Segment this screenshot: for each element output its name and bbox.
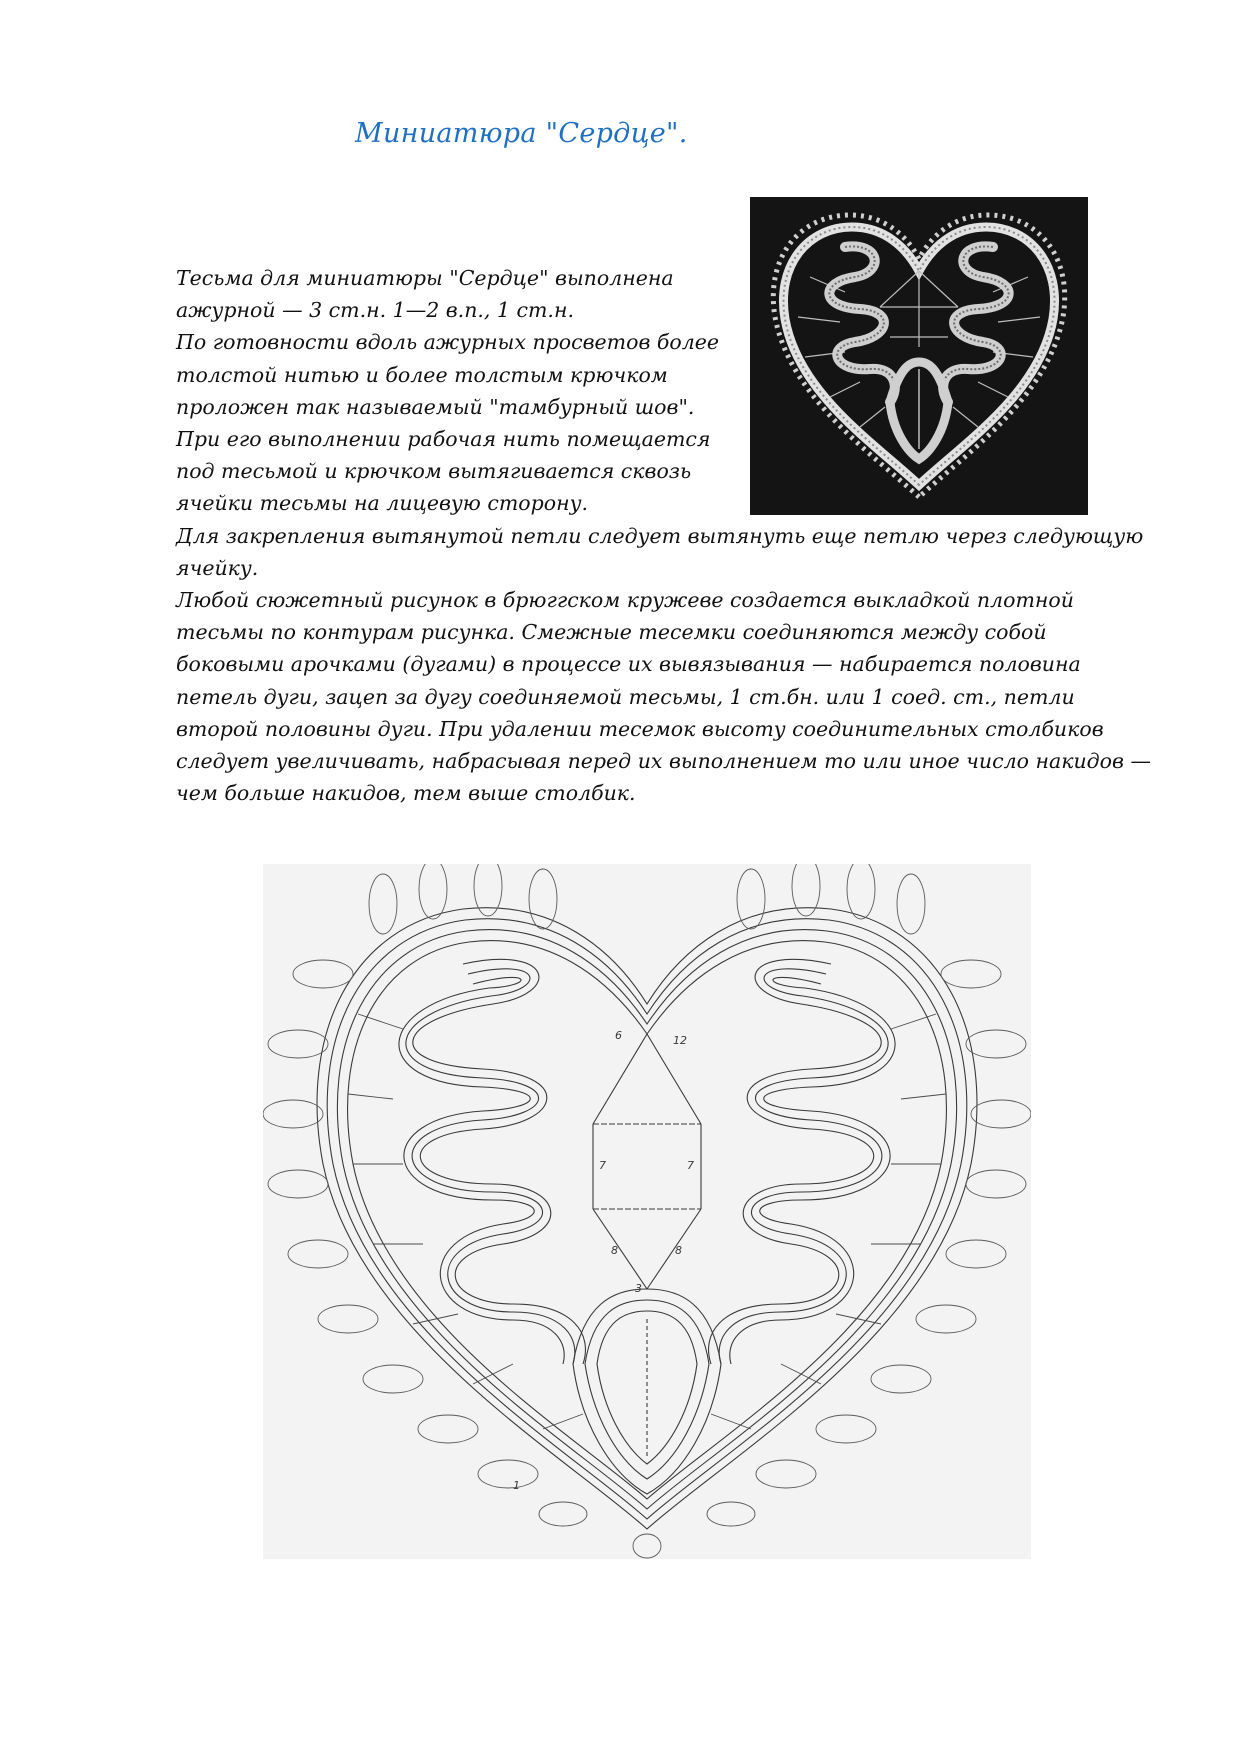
text-line: проложен так называемый "тамбурный шов". — [176, 394, 695, 419]
lace-scheme-diagram — [263, 864, 1031, 1559]
text-line: Тесьма для миниатюры "Сердце" выполнена — [176, 266, 674, 290]
scheme-label: 12 — [673, 1034, 687, 1047]
text-line: По готовности вдоль ажурных просветов более — [176, 330, 720, 355]
scheme-label: 7 — [687, 1159, 694, 1172]
lace-scheme-drawing — [263, 864, 1031, 1559]
text-line: следует увеличивать, набрасывая перед их выполнением то или иное число накидов — — [176, 749, 1151, 774]
scheme-label: 8 — [675, 1244, 682, 1257]
scheme-label: 8 — [611, 1244, 618, 1257]
text-line: ячейки тесьмы на лицевую сторону. — [176, 491, 589, 516]
scheme-label: 7 — [599, 1159, 606, 1172]
text-line: ячейку. — [176, 555, 259, 580]
text-line: толстой нитью и более толстым крючком — [176, 362, 668, 387]
text-line: Любой сюжетный рисунок в брюггском кружеве создается выкладкой плотной — [176, 588, 1074, 613]
text-line: чем больше накидов, тем выше столбик. — [176, 781, 636, 806]
text-line: боковыми арочками (дугами) в процессе их вывязывания — набирается половина — [176, 652, 1081, 677]
page-title: Миниатюра "Сердце". — [355, 118, 688, 149]
scheme-label: 1 — [513, 1479, 520, 1492]
text-line: При его выполнении рабочая нить помещается — [176, 427, 711, 452]
text-line: под тесьмой и крючком вытягивается сквозь — [176, 459, 692, 484]
scheme-label: 3 — [635, 1282, 642, 1295]
text-line: ажурной — 3 ст.н. 1—2 в.п., 1 ст.н. — [176, 298, 574, 323]
scheme-label: 6 — [615, 1029, 622, 1042]
text-line: тесьмы по контурам рисунка. Смежные тесемки соединяются между собой — [176, 620, 1047, 645]
text-line: петель дуги, зацеп за дугу соединяемой тесьмы, 1 ст.бн. или 1 соед. ст., петли — [176, 684, 1075, 709]
description-text — [176, 262, 1151, 809]
text-line: Для закрепления вытянутой петли следует вытянуть еще петлю через следующую — [176, 523, 1144, 548]
text-line: второй половины дуги. При удалении тесемок высоту соединительных столбиков — [176, 716, 1104, 741]
